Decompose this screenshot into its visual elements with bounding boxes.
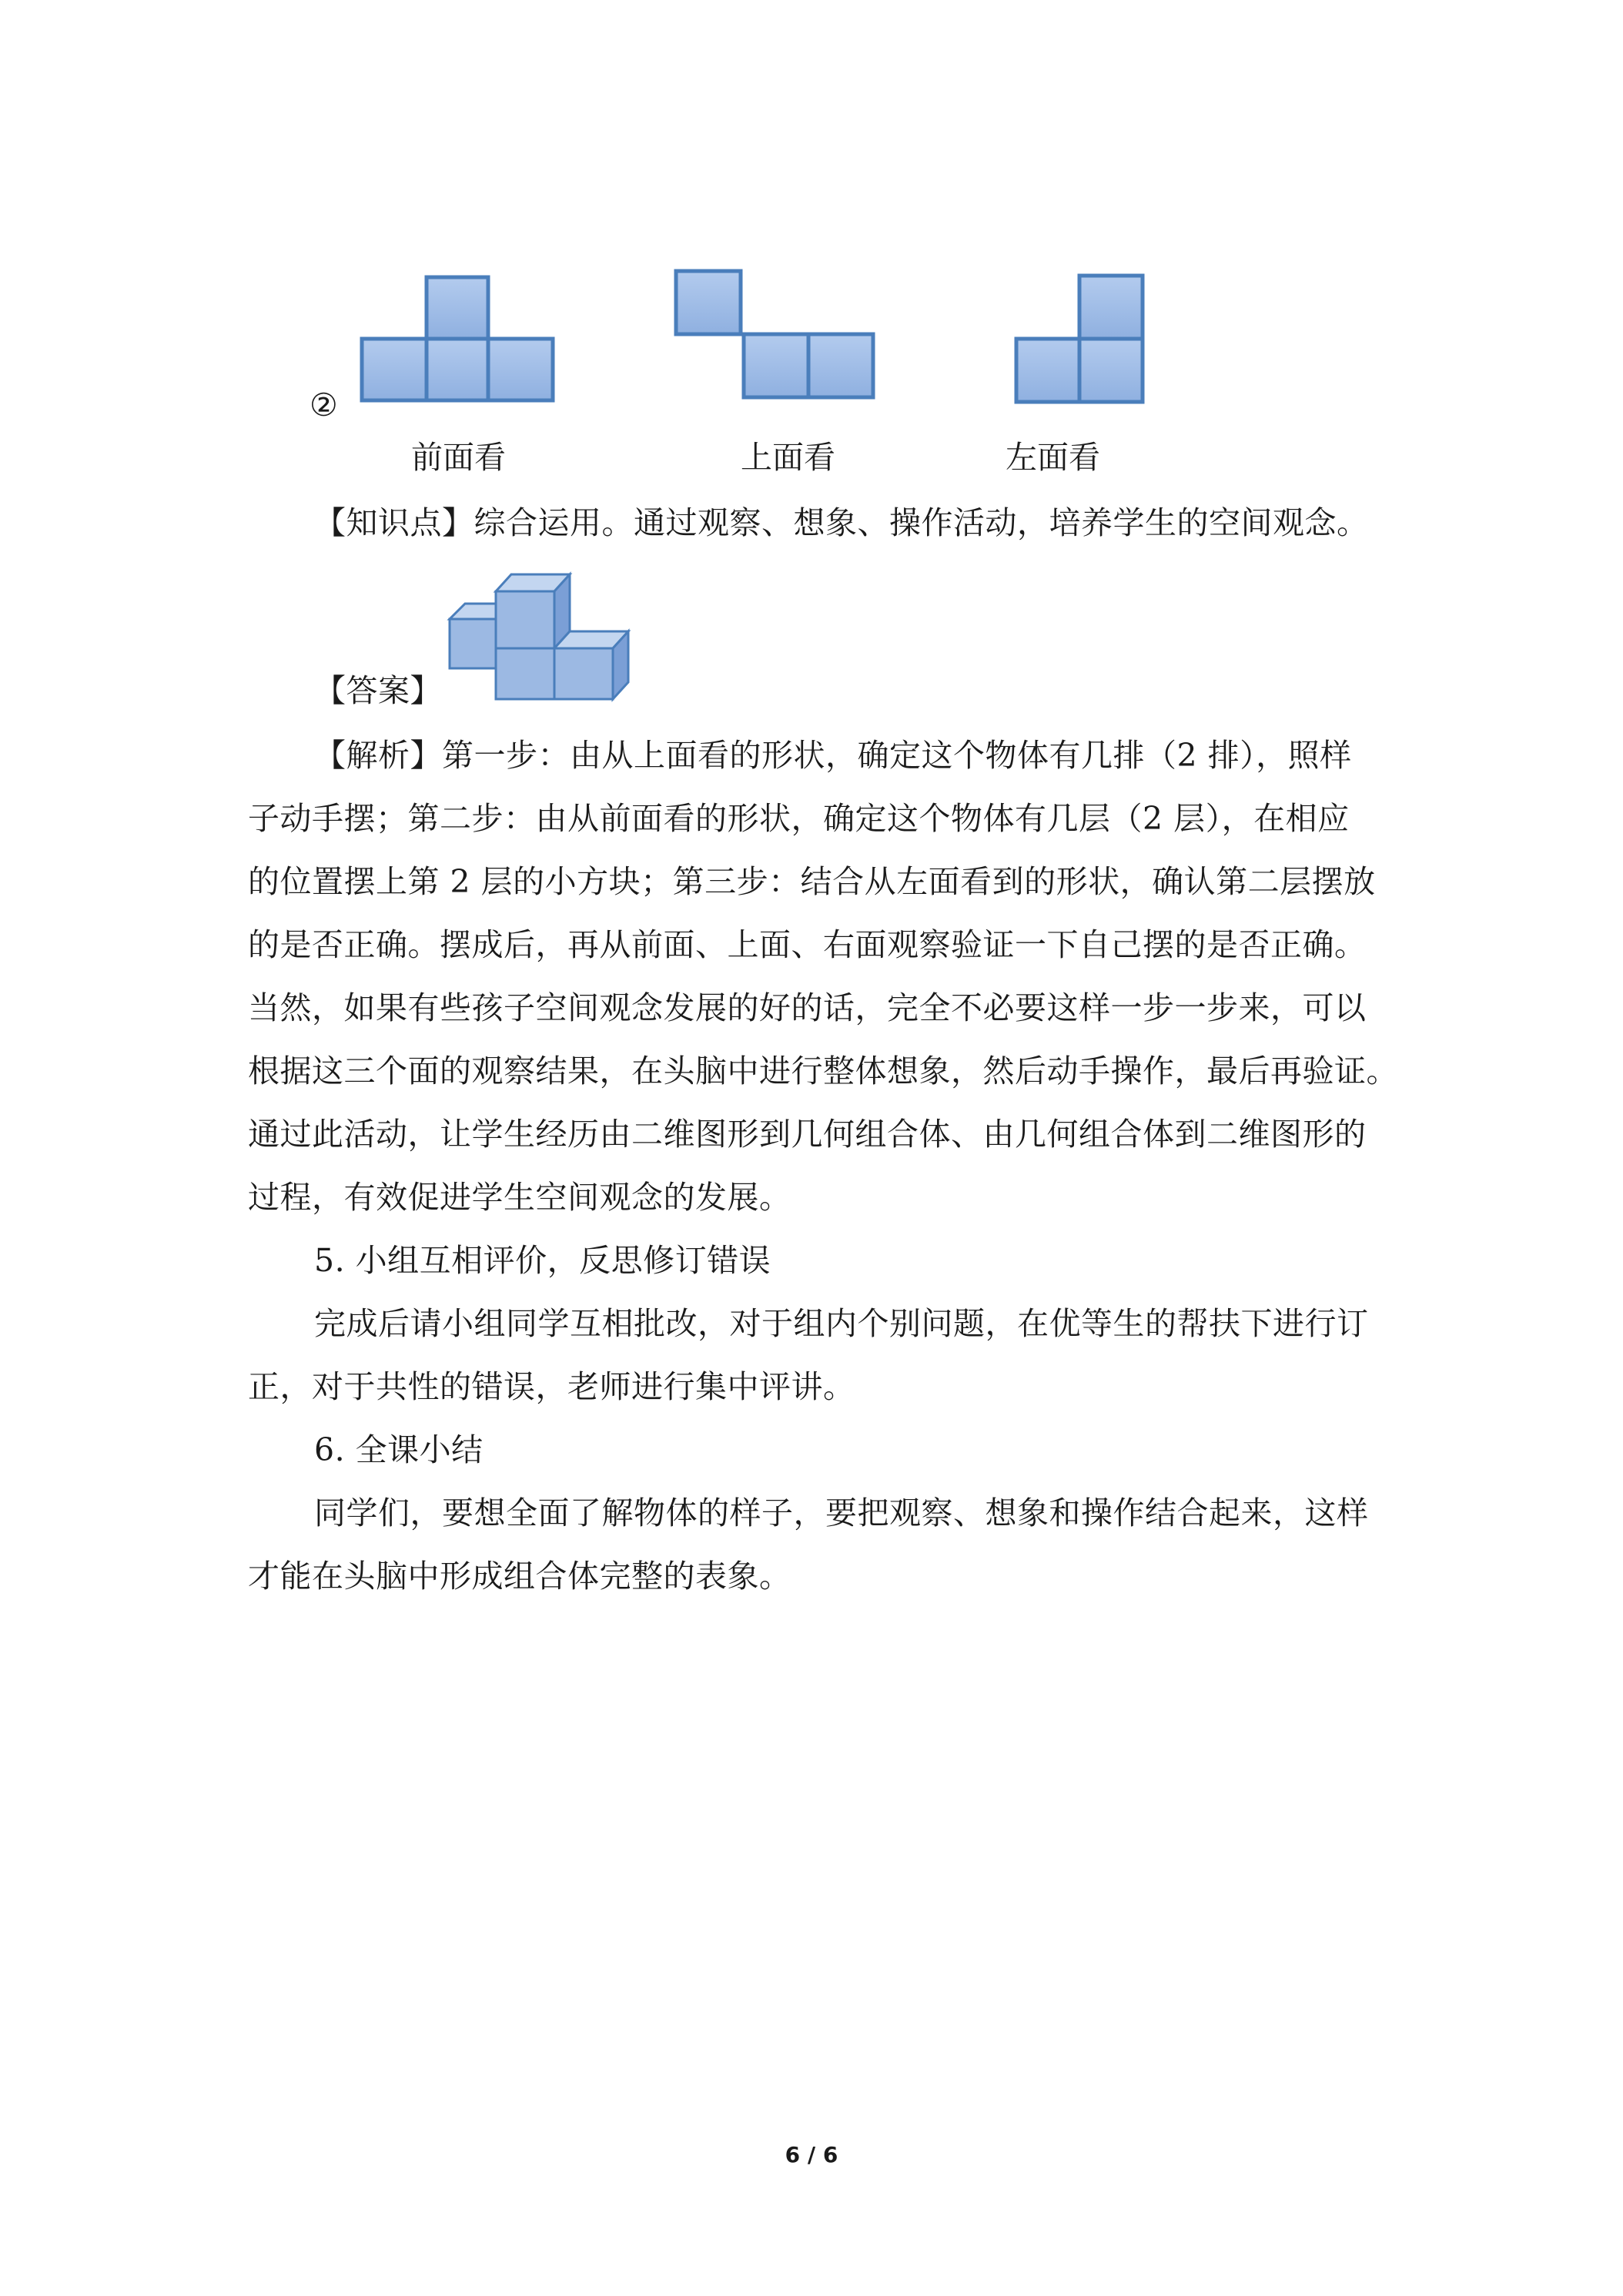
top-view-figure xyxy=(673,268,885,400)
analysis-line: 【解析】第一步：由从上面看的形状，确定这个物体有几排（2 排），照样 xyxy=(314,737,1352,774)
knowledge-point-line: 【知识点】综合运用。通过观察、想象、操作活动，培养学生的空间观念。 xyxy=(314,504,1369,541)
section6-line: 才能在头脑中形成组合体完整的表象。 xyxy=(248,1558,791,1595)
front-view-square xyxy=(362,339,427,400)
answer-cube-figure xyxy=(447,564,639,702)
analysis-line: 子动手摆；第二步：由从前面看的形状，确定这个物体有几层（2 层），在相应 xyxy=(248,800,1350,837)
top-view-label: 上面看 xyxy=(741,439,835,476)
page-number: 6 / 6 xyxy=(785,2142,838,2167)
left-view-label: 左面看 xyxy=(1006,439,1100,476)
answer-cube xyxy=(496,648,554,699)
front-view-figure xyxy=(359,274,562,403)
front-view-square xyxy=(427,277,488,339)
section5-line: 正，对于共性的错误，老师进行集中评讲。 xyxy=(248,1368,855,1405)
top-view-square xyxy=(676,271,741,334)
analysis-line: 过程，有效促进学生空间观念的发展。 xyxy=(248,1179,791,1216)
analysis-line: 通过此活动，让学生经历由二维图形到几何组合体、由几何组合体到二维图形的 xyxy=(248,1116,1367,1153)
front-view-square xyxy=(427,339,488,400)
section6-line: 同学们，要想全面了解物体的样子，要把观察、想象和操作结合起来，这样 xyxy=(314,1494,1369,1531)
answer-cube xyxy=(496,574,570,648)
section6-heading: 6. 全课小结 xyxy=(314,1431,484,1468)
analysis-line: 根据这三个面的观察结果，在头脑中进行整体想象，然后动手操作，最后再验证。 xyxy=(248,1053,1398,1089)
front-view-label: 前面看 xyxy=(411,439,506,476)
left-view-square xyxy=(1016,339,1079,402)
front-view-square xyxy=(488,339,553,400)
analysis-line: 的是否正确。摆成后，再从前面、上面、右面观察验证一下自己摆的是否正确。 xyxy=(248,926,1367,963)
figure-marker: ② xyxy=(310,387,338,423)
top-view-square xyxy=(744,334,808,397)
answer-cube xyxy=(554,631,628,699)
answer-label: 【答案】 xyxy=(314,672,442,709)
left-view-figure xyxy=(1013,273,1149,405)
top-view-square xyxy=(808,334,873,397)
analysis-line: 当然，如果有些孩子空间观念发展的好的话，完全不必要这样一步一步来，可以 xyxy=(248,989,1367,1026)
analysis-line: 的位置摆上第 2 层的小方块；第三步：结合从左面看到的形状，确认第二层摆放 xyxy=(248,863,1376,900)
left-view-square xyxy=(1079,339,1143,402)
left-view-square xyxy=(1079,276,1143,339)
section5-heading: 5. 小组互相评价，反思修订错误 xyxy=(314,1242,771,1279)
section5-line: 完成后请小组同学互相批改，对于组内个别问题，在优等生的帮扶下进行订 xyxy=(314,1305,1369,1342)
